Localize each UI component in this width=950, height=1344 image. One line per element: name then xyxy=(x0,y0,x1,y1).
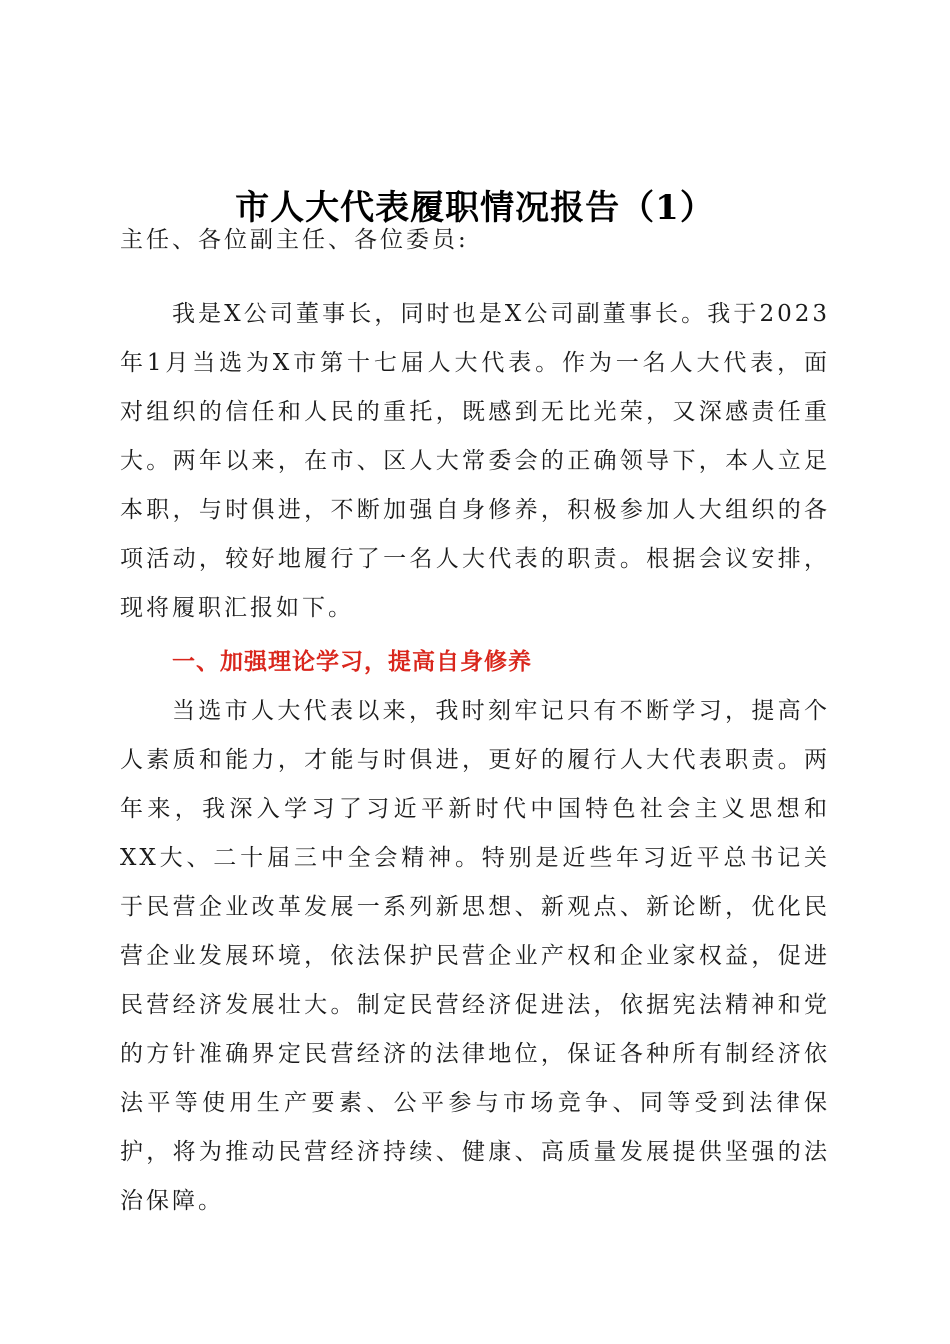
salutation: 主任、各位副主任、各位委员: xyxy=(120,227,469,253)
section-heading-1: 一、加强理论学习，提高自身修养 xyxy=(172,649,532,675)
page-title: 市人大代表履职情况报告（1） xyxy=(235,187,715,228)
paragraph-study: 当选市人大代表以来，我时刻牢记只有不断学习，提高个人素质和能力，才能与时俱进，更好的履行人大代表职责。两年来，我深入学习了习近平新时代中国特色社会主义思想和XX大、二十届三中全会精神。特别是近些年习近平总书记关于民营企业改革发展一系列新思想、新观点、新论断，优化民营企业发展环境，依法保护民营企业产权和企业家权益，促进民营经济发展壮大。制定民营经济促进法，依据宪法精神和党的方针准确界定民营经济的法律地位，保证各种所有制经济依法平等使用生产要素、公平参与市场竞争、同等受到法律保护，将为推动民营经济持续、健康、高质量发展提供坚强的法治保障。 xyxy=(120,698,830,1214)
paragraph-intro: 我是X公司董事长，同时也是X公司副董事长。我于2023年1月当选为X市第十七届人大代表。作为一名人大代表，面对组织的信任和人民的重托，既感到无比光荣，又深感责任重大。两年以来，在市、区人大常委会的正确领导下，本人立足本职，与时俱进，不断加强自身修养，积极参加人大组织的各项活动，较好地履行了一名人大代表的职责。根据会议安排，现将履职汇报如下。 xyxy=(120,301,830,621)
